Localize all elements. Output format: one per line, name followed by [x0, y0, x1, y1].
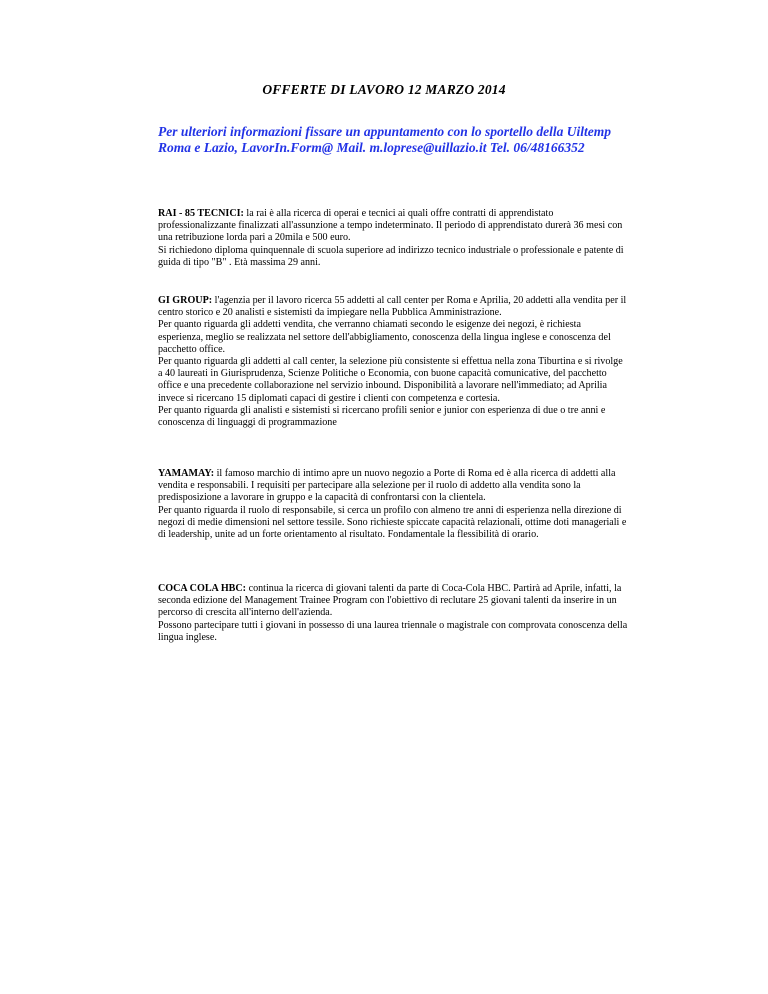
- company-name: YAMAMAY:: [158, 468, 215, 479]
- offer-paragraph: [158, 583, 628, 620]
- company-name: RAI - 85 TECNICI:: [158, 208, 244, 219]
- offer-paragraph: Possono partecipare tutti i giovani in possesso di una laurea triennale o magistrale con comprovata conoscenza della lingua inglese.: [158, 619, 628, 643]
- job-offer-coca-cola-hbc: [158, 583, 628, 644]
- offer-paragraph: Per quanto riguarda gli analisti e sistemisti si ricercano profili senior e junior con esperienza di due o tre anni e conoscenza di linguaggi di programmazione: [158, 404, 606, 429]
- offer-paragraph: Per quanto riguarda gli addetti vendita, che verranno chiamati secondo le esigenze dei negozi, è richiesta esperienza, meglio se realizzata nel settore dell'abbigliamento, conoscenza della lingua inglese e conoscenza del pacchetto office.: [158, 319, 611, 355]
- page-title: OFFERTE DI LAVORO 12 MARZO 2014: [262, 82, 506, 97]
- offer-paragraph: Si richiedono diploma quinquennale di scuola superiore ad indirizzo tecnico industriale o professionale e patente di guida di tipo "B" . Età massima 29 anni.: [158, 244, 624, 268]
- offer-paragraph: [158, 295, 628, 319]
- job-offer-yamamay: [158, 468, 628, 541]
- offer-paragraph: [158, 468, 628, 505]
- offer-paragraph: Per quanto riguarda il ruolo di responsabile, si cerca un profilo con almeno tre anni di esperienza nella direzione di negozi di medie dimensioni nel settore tessile. Sono richieste spiccate capacità relazionali, ottime doti manageriali e di leadership, unite ad un forte orientamento al risultato. Fondamentale la flessibilità di orario.: [158, 504, 627, 541]
- offer-text: il famoso marchio di intimo apre un nuovo negozio a Porte di Roma ed è alla ricerca di addetti alla vendita e responsabili. I requisiti per partecipare alla selezione per il ruolo di addetto alla vendita sono la predisposizione a lavorare in gruppo e la capacità di confrontarsi con la clientela.: [158, 468, 616, 504]
- job-offer-gi-group: [158, 295, 628, 429]
- offer-paragraph: [158, 208, 628, 245]
- job-offer-rai: [158, 208, 628, 269]
- offer-paragraph: Per quanto riguarda gli addetti al call center, la selezione più consistente si effettua nella zona Tiburtina e si rivolge a 40 laureati in Giurisprudenza, Scienze Politiche o Economia, con buone capacità comunicative, del pacchetto office e una precedente collaborazione nel servizio inbound. Disponibilità a lavorare nell'immediato; ad Aprilia invece si ricercano 15 diplomati capaci di gestire i clienti con competenza e cortesia.: [158, 356, 623, 404]
- company-name: GI GROUP:: [158, 295, 213, 306]
- offer-text: continua la ricerca di giovani talenti da parte di Coca-Cola HBC. Partirà ad Aprile, infatti, la seconda edizione del Management Trainee Program con l'obiettivo di reclutare 25 giovani talenti da inserire in un percorso di crescita all'interno dell'azienda.: [158, 583, 622, 619]
- offer-text: la rai è alla ricerca di operai e tecnici ai quali offre contratti di apprendistato professionalizzante finalizzati all'assunzione a tempo indeterminato. Il periodo di apprendistato durerà 36 mesi con una retribuzione lorda pari a 20mila e 500 euro.: [158, 208, 623, 244]
- company-name: COCA COLA HBC:: [158, 583, 247, 594]
- contact-info: Per ulteriori informazioni fissare un appuntamento con lo sportello della Uiltemp Roma e Lazio, LavorIn.Form@ Mail. m.loprese@uillazio.it Tel. 06/48166352: [158, 124, 612, 155]
- offer-text: l'agenzia per il lavoro ricerca 55 addetti al call center per Roma e Aprilia, 20 addetti alla vendita per il centro storico e 20 analisti e sistemisti da impiegare nella Pubblica Amministrazione.: [158, 295, 627, 319]
